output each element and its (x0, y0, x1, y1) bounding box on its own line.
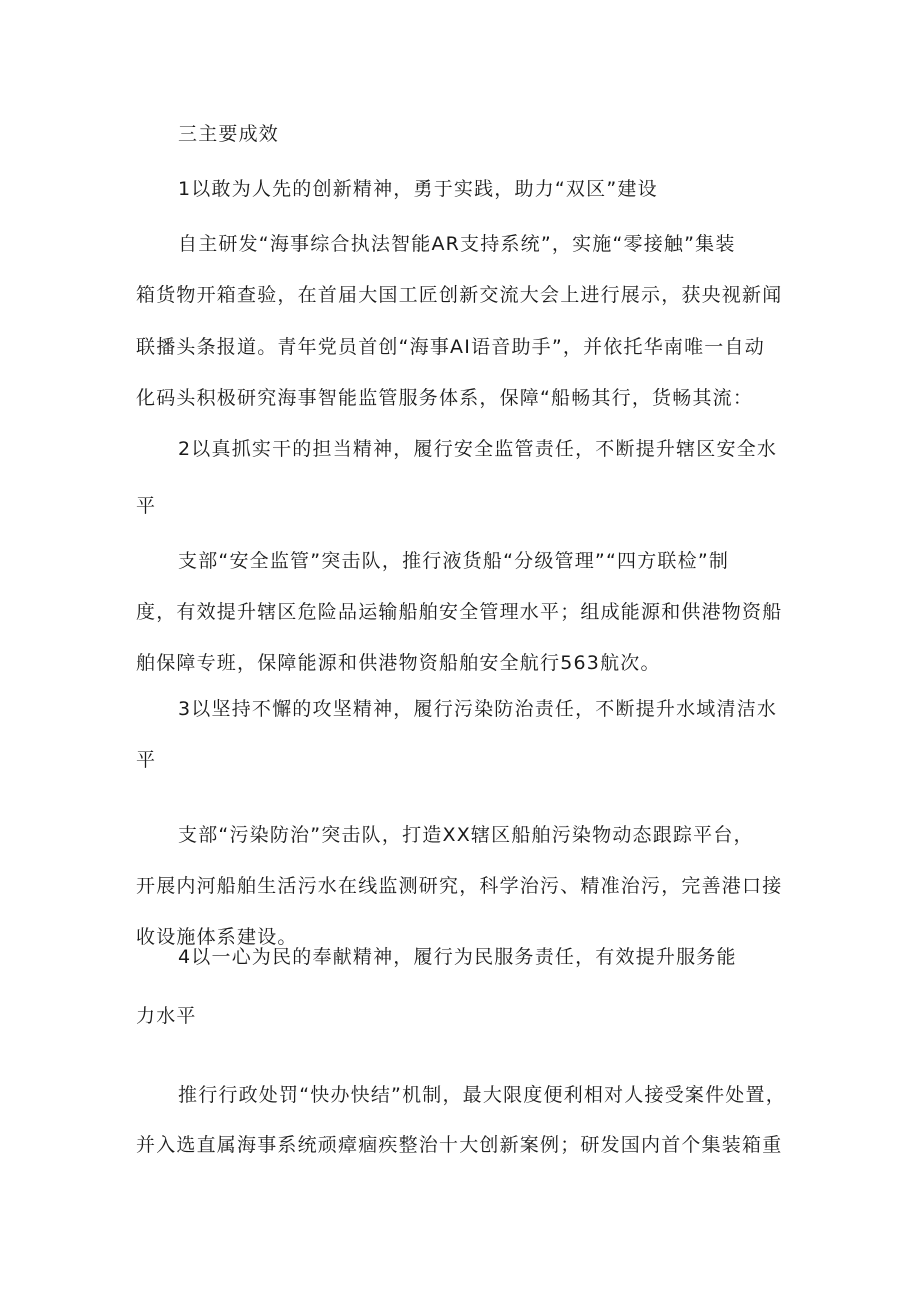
paragraph-4-line-1: 推行行政处罚“快办快结”机制，最大限度便利相对人接受案件处置， (178, 1084, 786, 1106)
subheading-4-line-2: 力水平 (136, 1005, 197, 1027)
subheading-2-line-1: 2以真抓实干的担当精神，履行安全监管责任，不断提升辖区安全水 (178, 438, 778, 460)
paragraph-4-line-2: 并入选直属海事系统顽瘴痼疾整治十大创新案例；研发国内首个集装箱重 (136, 1134, 783, 1156)
subheading-3-line-1: 3以坚持不懈的攻坚精神，履行污染防治责任，不断提升水域清洁水 (178, 698, 778, 720)
paragraph-1-line-4: 化码头积极研究海事智能监管服务体系，保障“船畅其行，货畅其流： (136, 387, 754, 409)
subheading-3-line-2: 平 (136, 749, 157, 771)
paragraph-1-line-3: 联播头条报道。青年党员首创“海事AI语音助手”，并依托华南唯一自动 (136, 336, 765, 358)
paragraph-2-line-2: 度，有效提升辖区危险品运输船舶安全管理水平；组成能源和供港物资船 (136, 601, 783, 623)
subheading-4-line-1: 4以一心为民的奉献精神，履行为民服务责任，有效提升服务能 (178, 946, 737, 968)
subheading-1: 1以敢为人先的创新精神，勇于实践，助力“双区”建设 (178, 178, 658, 200)
paragraph-3-line-3: 收设施体系建设。 (136, 926, 298, 948)
paragraph-3-line-1: 支部“污染防治”突击队，打造XX辖区船舶污染物动态跟踪平台， (178, 824, 754, 846)
paragraph-2-line-3: 舶保障专班，保障能源和供港物资船舶安全航行563航次。 (136, 652, 661, 674)
section-heading: 三主要成效 (178, 123, 280, 145)
subheading-2-line-2: 平 (136, 495, 157, 517)
paragraph-3-line-2: 开展内河船舶生活污水在线监测研究，科学治污、精准治污，完善港口接 (136, 875, 783, 897)
paragraph-1-line-1: 自主研发“海事综合执法智能AR支持系统”，实施“零接触”集装 (178, 233, 736, 255)
paragraph-2-line-1: 支部“安全监管”突击队，推行液货船“分级管理”“四方联检”制 (178, 550, 730, 572)
paragraph-1-line-2: 箱货物开箱查验，在首届大国工匠创新交流大会上进行展示，获央视新闻 (136, 284, 783, 306)
